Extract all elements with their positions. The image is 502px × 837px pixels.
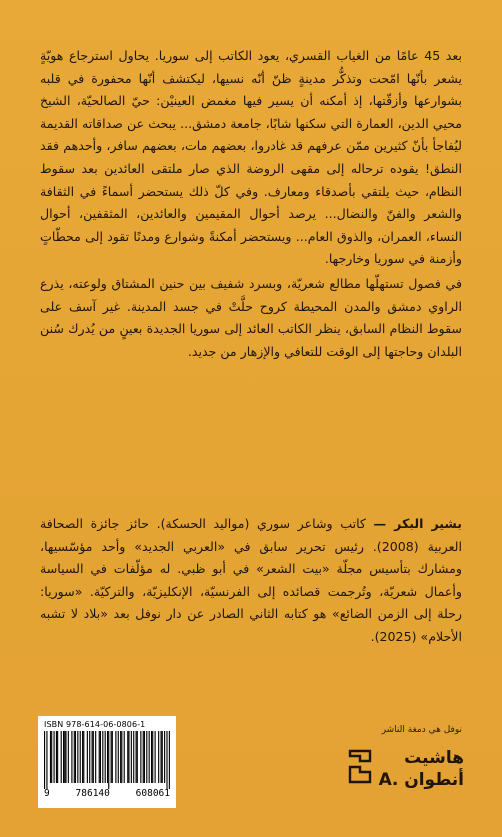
barcode-bar: [131, 731, 132, 783]
barcode-bar: [95, 731, 96, 783]
barcode-bar: [136, 731, 137, 783]
barcode-bar: [162, 731, 163, 783]
barcode-bar: [137, 731, 138, 783]
barcode-bar: [93, 731, 94, 783]
barcode-bar: [50, 731, 51, 783]
author-bio-text: كاتب وشاعر سوري (مواليد الحسكة). حائز جائزة الصحافة العربية (2008). رئيس تحرير سابق في «العربي الجديد» وأحد مؤسّسيها، ومشارك بتأسيس مجلّة «بيت الشعر» في أبو ظبي. له مؤلّفات في السياسة وأعمال شعريّة، وتُرجمت قصائده إلى الفرنسيّة، الإنكليزيّة، والتركيّة. «سوريا: رحلة إلى الزمن الضائع» هو كتابه الثاني الصادر عن دار نوفل بعد «بلاد لا تشبه الأحلام» (2025).: [40, 516, 462, 644]
barcode-bar: [77, 731, 78, 783]
author-name: بشير البكر —: [373, 516, 462, 531]
barcode-bar: [80, 731, 81, 783]
barcode-bar: [54, 731, 55, 783]
barcode-bar: [102, 731, 103, 783]
barcode-bar: [155, 731, 156, 783]
barcode-bar: [149, 731, 150, 783]
barcode-bar: [92, 731, 93, 783]
barcode-bar: [89, 731, 90, 783]
barcode-bar: [99, 731, 100, 783]
synopsis: [40, 45, 462, 363]
barcode-bar: [100, 731, 101, 783]
isbn-label: ISBN 978-614-06-0806-1: [44, 720, 146, 729]
barcode-bar: [166, 731, 167, 789]
barcode-bar: [164, 731, 165, 783]
barcode-bar: [51, 731, 52, 783]
publisher-logo: [347, 747, 464, 791]
barcode-bar: [127, 731, 128, 783]
barcode-bar: [74, 731, 75, 783]
barcode-bar: [112, 731, 113, 783]
barcode-bar: [75, 731, 76, 783]
isbn-barcode: [38, 716, 176, 808]
barcode-icon: [44, 731, 170, 789]
barcode-bar: [160, 731, 161, 783]
author-bio: [40, 513, 462, 649]
synopsis-paragraph-2: في فصول تستهلّها مطالع شعريّة، وبسرد شفيف بين حنين المشتاق ولوعته، يذرع الراوي دمشق والمدن المحيطة كروح حلَّتْ في جسد المدينة. غير آسف على سقوط النظام السابق، ينظر الكاتب العائد إلى سوريا الجديدة بعينٍ من يُدرك سُنن البلدان وحاجتها إلى الوقت للتعافي والإزهار من جديد.: [40, 275, 462, 359]
barcode-digit-group-2: 608061: [135, 788, 170, 799]
barcode-bar: [124, 731, 125, 783]
barcode-bar: [118, 731, 119, 783]
hachette-antoine-logo-icon: [347, 747, 373, 791]
barcode-bar: [146, 731, 147, 783]
barcode-bar: [107, 731, 108, 783]
barcode-bar: [57, 731, 58, 783]
barcode-bar: [169, 731, 170, 789]
barcode-bar: [143, 731, 144, 783]
barcode-bar: [115, 731, 116, 783]
barcode-digit-lead: 9: [44, 788, 50, 799]
publisher-tagline: نوفل هي دمغة الناشر: [381, 725, 462, 735]
barcode-digit-group-1: 786140: [75, 788, 110, 799]
barcode-bar: [44, 731, 45, 789]
barcode-bar: [151, 731, 152, 783]
barcode-bar: [140, 731, 141, 783]
barcode-bar: [63, 731, 64, 783]
barcode-bar: [71, 731, 72, 783]
barcode-bar: [108, 731, 109, 789]
barcode-bar: [152, 731, 153, 783]
barcode-bar: [133, 731, 134, 783]
barcode-bar: [158, 731, 159, 783]
barcode-bar: [61, 731, 62, 783]
barcode-bar: [46, 731, 47, 789]
publisher-name: [379, 747, 464, 791]
barcode-bar: [56, 731, 57, 783]
publisher-name-line2: أنطوان .A: [378, 770, 464, 790]
barcode-bar: [120, 731, 121, 783]
synopsis-paragraph-1: بعد 45 عامًا من الغياب القسري، يعود الكاتب إلى سوريا. يحاول استرجاع هويّةٍ يشعر بأنّها امّحت وتذكُّر مدينةٍ ظنّ أنّه نسيها، ليكتشف أنّها محفورة في قلبه بشوارعها وأزقّتها، إذ أمكنه أن يسير فيها مغمض العينيْن: حيّ الصالحيّة، الشيخ محيي الدين، العمارة التي سكنها شابًا، جامعة دمشق... يبحث عن صداقاته القديمة ليُفاجأ بأنّ كثيرين ممّن عرفهم قد غادروا، بعضهم مات، بعضهم سافر، وأحدهم فقد النطق! يقوده ترحاله إلى مقهى الروضة الذي صار ملتقى العائدين بعد سقوط النظام، حيث يلتقي بأصدقاء ومعارف. وفي كلّ ذلك يستحضر أسماءً في الثقافة والشعر والفنّ والنضال... يرصد أحوال المقيمين والعائدين، المثقفين، أحوال النساء، العمران، والذوق العام... ويستحضر أمكنةً وشوارع ومدنًا تقود إلى محطّاتٍ وأزمنة في سوريا وخارجها.: [40, 48, 463, 267]
barcode-bar: [105, 731, 106, 783]
barcode-bar: [111, 731, 112, 783]
barcode-bar: [68, 731, 69, 783]
barcode-digits: [44, 788, 170, 799]
barcode-bar: [144, 731, 145, 783]
barcode-bar: [121, 731, 122, 783]
barcode-bar: [87, 731, 88, 783]
barcode-bar: [82, 731, 83, 783]
barcode-bar: [83, 731, 84, 783]
barcode-bar: [128, 731, 129, 783]
barcode-bar: [65, 731, 66, 783]
publisher-name-line1: هاشيت: [404, 748, 464, 768]
barcode-bar: [64, 731, 65, 783]
